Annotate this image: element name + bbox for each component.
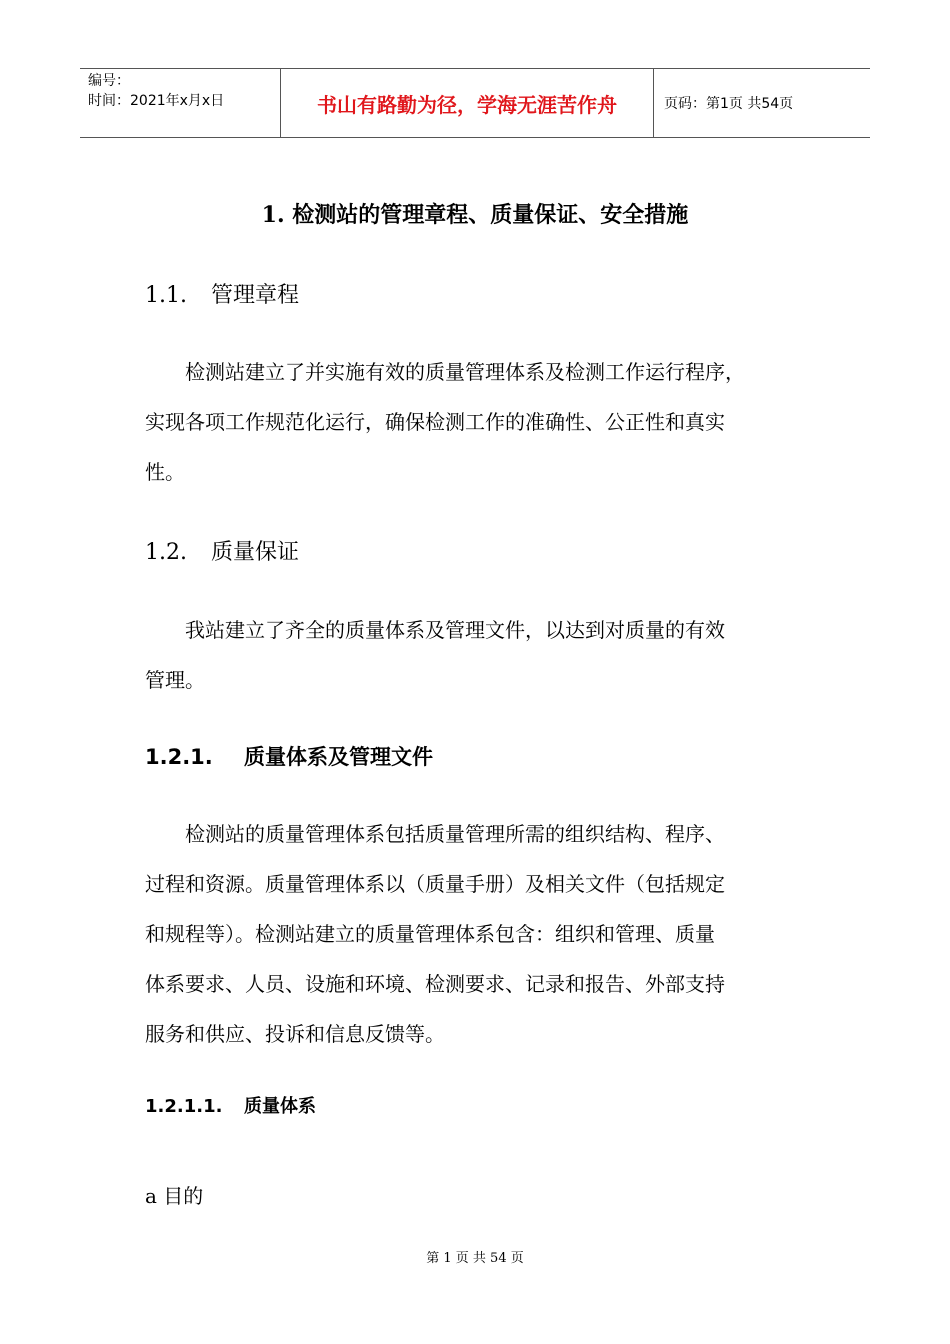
number-label: 编号：: [88, 73, 130, 89]
header-motto: 书山有路勤为径，学海无涯苦作舟: [281, 69, 654, 137]
heading-text: 质量体系及管理文件: [244, 745, 433, 769]
document-title: 1. 检测站的管理章程、质量保证、安全措施: [261, 202, 689, 228]
time-label: 时间：2021年x月x日: [88, 93, 225, 109]
paragraph-line: 检测站建立了并实施有效的质量管理体系及检测工作运行程序，: [145, 360, 745, 384]
header-meta: [80, 69, 281, 137]
heading-number: 1.2.: [145, 540, 187, 565]
heading-text: 质量体系: [244, 1096, 316, 1117]
heading-number: 1.2.1.1.: [145, 1096, 223, 1117]
heading-1-1: [145, 278, 299, 309]
heading-text: 管理章程: [211, 283, 300, 308]
heading-1-2-1: [145, 741, 433, 771]
paragraph-line: 管理。: [145, 668, 205, 692]
heading-1-2-1-1: [145, 1092, 316, 1118]
paragraph-line: 体系要求、人员、设施和环境、检测要求、记录和报告、外部支持: [145, 972, 725, 996]
paragraph-line: 和规程等）。检测站建立的质量管理体系包含：组织和管理、质量: [145, 922, 715, 946]
paragraph-line: 我站建立了齐全的质量体系及管理文件，以达到对质量的有效: [145, 618, 725, 642]
paragraph-line: 性。: [145, 460, 185, 484]
heading-number: 1.1.: [145, 283, 187, 308]
heading-1-2: [145, 535, 299, 566]
heading-number: 1.2.1.: [145, 745, 213, 769]
paragraph-line: 实现各项工作规范化运行，确保检测工作的准确性、公正性和真实: [145, 410, 725, 434]
paragraph-line: 过程和资源。质量管理体系以（质量手册）及相关文件（包括规定: [145, 872, 725, 896]
paragraph-line: 服务和供应、投诉和信息反馈等。: [145, 1022, 445, 1046]
list-item-a: a 目的: [145, 1184, 204, 1208]
page-footer: 第 1 页 共 54 页: [426, 1251, 524, 1266]
paragraph-line: 检测站的质量管理体系包括质量管理所需的组织结构、程序、: [145, 822, 725, 846]
header-page-info: 页码：第1页 共54页: [664, 96, 794, 112]
page-header: [80, 68, 870, 138]
heading-text: 质量保证: [211, 540, 300, 565]
